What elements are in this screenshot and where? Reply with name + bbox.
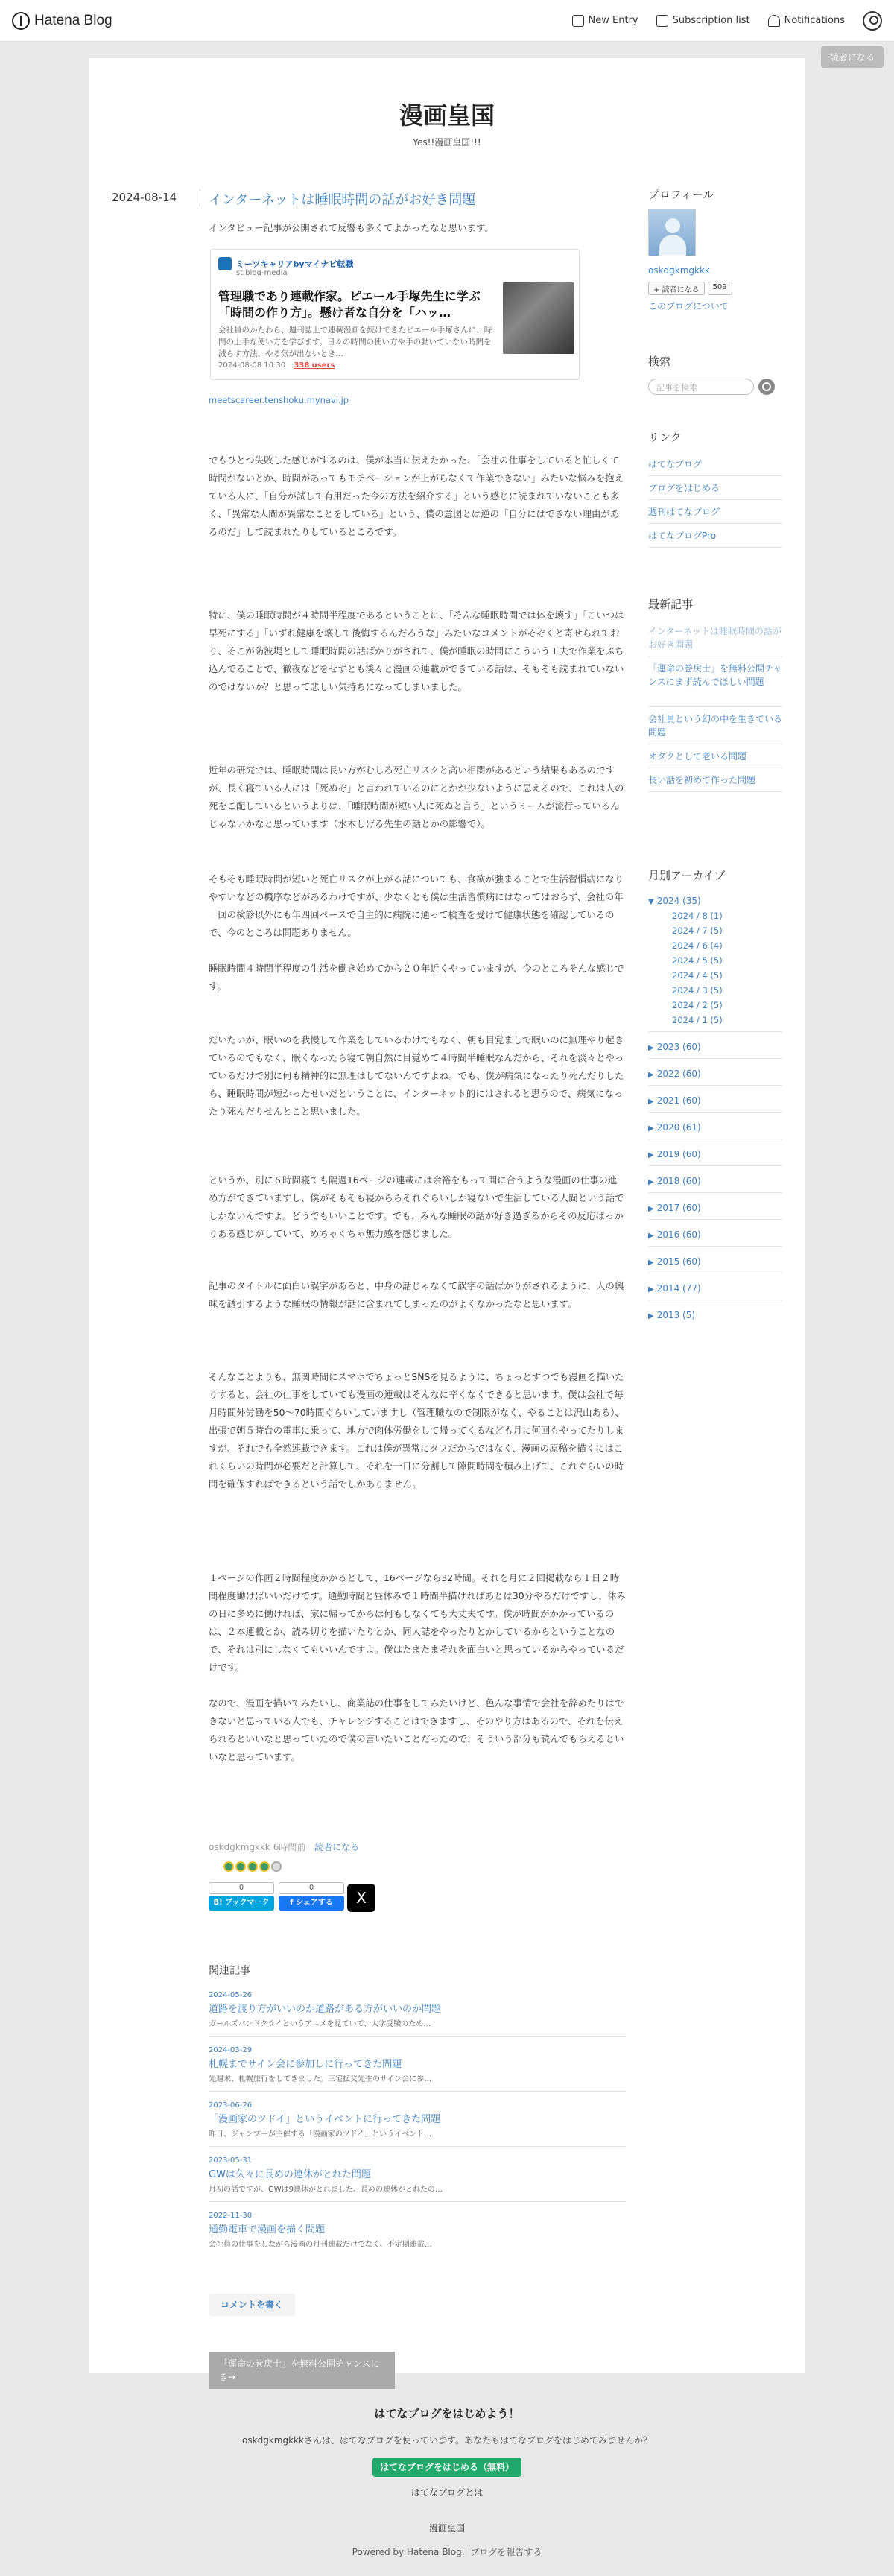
recent-heading: 最新記事 <box>648 598 694 611</box>
archive-year-label: 2020 (61) <box>656 1122 701 1133</box>
divider <box>209 2146 626 2147</box>
divider <box>648 1165 782 1166</box>
related-item[interactable] <box>209 2156 626 2194</box>
sidebar-link[interactable]: 週刊はてなブログ <box>648 507 720 517</box>
card-date: 2024-08-08 10:30 <box>218 361 286 370</box>
entry-date[interactable]: 2024-08-14 <box>112 191 177 204</box>
logo-text: Hatena Blog <box>34 12 112 28</box>
archive-year[interactable] <box>648 1203 701 1213</box>
archive-year-label: 2023 (60) <box>656 1042 701 1052</box>
sidebar-link[interactable]: はてなブログ <box>648 459 703 469</box>
related-item[interactable] <box>209 2046 626 2083</box>
facebook-share-button[interactable]: f シェアする <box>279 1896 344 1911</box>
divider <box>648 1085 782 1086</box>
related-item[interactable] <box>209 1991 626 2028</box>
subscription-label: Subscription list <box>672 15 750 26</box>
x-share-button[interactable]: X <box>347 1884 375 1912</box>
about-blog-link[interactable]: このブログについて <box>648 301 729 311</box>
entry-paragraph: なので、漫画を描いてみたいし、商業誌の仕事をしてみたいけど、色んな事情で会社を辞めたりはできないと思っている人でも、チャレンジすることはできますし、そのやり方はあるので、それを伝えられるといいなと思っていたので僕の言いたいことだったので、そういう部分も読んでもらえるといいなと思っています。 <box>209 1697 624 1762</box>
archive-year[interactable] <box>648 1283 701 1294</box>
list-icon <box>656 15 668 27</box>
blog-description: Yes!!漫画皇国!!! <box>413 137 481 148</box>
chevron-right-icon: ▶ <box>648 1044 654 1052</box>
new-entry-link[interactable] <box>572 15 638 27</box>
archive-year-label: 2021 (60) <box>656 1095 701 1106</box>
profile-user-name[interactable]: oskdgkmgkkk <box>648 265 710 276</box>
sidebar-link[interactable]: はてなブログPro <box>648 531 717 541</box>
divider <box>648 1246 782 1247</box>
entry-title[interactable]: インターネットは睡眠時間の話がお好き問題 <box>209 192 476 208</box>
related-title[interactable]: 札幌までサイン会に参加しに行ってきた問題 <box>209 2059 402 2070</box>
archive-year-open[interactable] <box>648 896 701 906</box>
archive-year-label: 2022 (60) <box>656 1069 701 1079</box>
floating-follow-button[interactable]: 読者になる <box>821 46 884 68</box>
chevron-right-icon: ▶ <box>648 1071 654 1079</box>
entry-paragraph: そもそも睡眠時間が短いと死亡リスクが上がる話についても、食欲が強まることで生活習慣病になりやすいなどの機序などがあるわけですが、少なくとも僕は生活習慣病にはなってはおらず、会社の年一回の検診以外にも年四回ペースで自主的に病院に通って検査を受けて健康状態を確認しているので、今のところは問題ありません。 <box>209 873 624 938</box>
card-title[interactable]: 管理職であり連載作家。ピエール手塚先生に学ぶ「時間の作り方」。懸け者な自分を「ハッ… <box>218 289 481 320</box>
card-domain: st.blog-media <box>236 269 288 277</box>
archive-month[interactable]: 2024 / 7 (5) <box>672 925 723 936</box>
profile-heading: プロフィール <box>648 188 714 201</box>
about-hatena-blog-link[interactable]: はてなブログとは <box>410 2487 484 2498</box>
card-source-link[interactable]: meetscareer.tenshoku.mynavi.jp <box>209 395 349 405</box>
related-title[interactable]: 「漫画家のツドイ」というイベントに行ってきた問題 <box>209 2114 441 2125</box>
archive-year-label: 2017 (60) <box>656 1203 701 1213</box>
archive-year-label: 2014 (77) <box>656 1283 701 1294</box>
chevron-right-icon: ▶ <box>648 1259 654 1267</box>
hatena-logo-icon <box>12 12 30 30</box>
search-icon[interactable] <box>758 379 775 395</box>
archive-year-label: 2018 (60) <box>656 1176 701 1186</box>
profile-follow-count: 509 <box>708 282 732 295</box>
profile-follow <box>648 282 732 295</box>
search-heading: 検索 <box>648 355 671 368</box>
archive-year-label: 2013 (5) <box>656 1310 696 1320</box>
archive-year-label: 2019 (60) <box>656 1149 701 1159</box>
entry-paragraph: というか、別に６時間寝ても隔週16ページの連載には余裕をもって間に合うような漫画の仕事の進め方ができていますし、僕がそもそも寝かららそれぐらいしか寝ないで生活している人間という話でしかないんですよ。どうでもいいことです。でも、みんな睡眠の話が好き過ぎるからその反応ばっかりある感じがしていて、めちゃくちゃ無力感を感じました。 <box>209 1174 624 1239</box>
star-icon[interactable] <box>224 1861 234 1872</box>
hatena-bookmark-share[interactable] <box>209 1882 274 1911</box>
bookmark-count: 0 <box>209 1882 274 1894</box>
chevron-right-icon: ▶ <box>648 1151 654 1159</box>
related-date: 2024-03-29 <box>209 2046 253 2054</box>
archive-month[interactable]: 2024 / 6 (4) <box>672 940 723 951</box>
related-date: 2023-05-31 <box>209 2156 253 2165</box>
card-description: 会社員のかたわら、週刊誌上で連載漫画を続けてきたピエール手塚さんに、時間の上手な使い方を学びます。日々の時間の使い方や手の動いていない時間を減らす方法、やる気が出ないとき… <box>218 326 492 358</box>
chevron-right-icon: ▶ <box>648 1205 654 1213</box>
facebook-share[interactable] <box>279 1882 344 1911</box>
related-date: 2023-06-26 <box>209 2101 253 2110</box>
chevron-right-icon: ▶ <box>648 1312 654 1320</box>
archive-year[interactable] <box>648 1256 701 1267</box>
related-date: 2024-05-26 <box>209 1991 253 1999</box>
divider <box>648 1219 782 1220</box>
entry-paragraph: 近年の研究では、睡眠時間は長い方がむしろ死亡リスクと高い相関があるという結果もあるのですが、長く寝ている人には「死ぬぞ」と言われているのにとかが少ないように思えるので、これは人の死をご配しているというよりは、「睡眠時間が短い人に死ぬと言う」というミームが流行っているんじゃないかなと思っています（水木しげる先生の話とかの影響で）。 <box>209 765 624 829</box>
chevron-right-icon: ▶ <box>648 1124 654 1133</box>
profile-follow-button[interactable]: + 読者になる <box>648 282 705 295</box>
archive-month[interactable]: 2024 / 5 (5) <box>672 955 723 966</box>
facebook-count: 0 <box>279 1882 344 1894</box>
archive-year[interactable] <box>648 1042 701 1052</box>
entry-paragraph: 特に、僕の睡眠時間が４時間半程度であるということに、「そんな睡眠時間では体を壊す」「こいつは早死にする」「いずれ健康を壊して後悔するんだろうな」みたいなコメントがそぞくと寄せられており、そこが防波堤として睡眠時間の話ばかりがされて、僕が睡眠の時間にこういう工夫で作業をぶち込んでることで、徹夜などをせずとも淡々と漫画の連載ができている話は、そもそも読まれていないのではないか？と思って悲しい気持ちになってしまいました。 <box>209 610 624 692</box>
recent-entry-link[interactable]: オタクとして老いる問題 <box>648 751 747 762</box>
card-thumbnail <box>503 282 574 354</box>
related-title[interactable]: 道路を渡り方がいいのか道路がある方がいいのか問題 <box>209 2004 442 2015</box>
entry-author-time[interactable]: oskdgkmgkkk 6時間前 <box>209 1842 306 1852</box>
related-snippet: ガールズバンドクライというアニメを見ていて、大学受験のため… <box>209 2020 431 2028</box>
powered-by[interactable]: Powered by Hatena Blog | ブログを報告する <box>352 2547 542 2557</box>
bookmark-button[interactable]: B! ブックマーク <box>209 1896 274 1911</box>
divider <box>209 2201 626 2202</box>
card-meta <box>218 361 335 370</box>
site-favicon-icon <box>218 257 232 270</box>
recent-entry-link[interactable]: インターネットは睡眠時間の話がお好き問題 <box>648 626 782 650</box>
links-heading: リンク <box>648 431 682 444</box>
related-item[interactable] <box>209 2212 626 2249</box>
divider <box>648 523 782 524</box>
star-icon[interactable] <box>235 1861 246 1872</box>
chevron-right-icon: ▶ <box>648 1232 654 1240</box>
divider <box>648 1192 782 1193</box>
entry-paragraph: でもひとつ失敗した感じがするのは、僕が本当に伝えたかった、「会社の仕事をしていると忙しくて時間がないとか、時間があってもモチベーションが上がらなくて作業できない」みたいな悩みを抱えている人に、「自分が試して有用だった今の方法を紹介する」という感じに読まれていないことも多く、「異常な人間が異常なことをしている」という、僕の意図とは逆の「自分にはできない理由があるのだ」して読まれたりしているところです。 <box>209 455 624 537</box>
archive-month[interactable]: 2024 / 8 (1) <box>672 911 723 921</box>
archive-year-label: 2024 (35) <box>656 896 701 906</box>
divider <box>648 1031 782 1032</box>
entry-paragraph: 睡眠時間４時間半程度の生活を働き始めてから２０年近くやっていますが、今のところそんな感じです。 <box>209 963 624 992</box>
embed-card[interactable] <box>210 249 580 380</box>
entry-paragraph: １ページの作画２時間程度かかるとして、16ページなら32時間。それを月に２回掲載なら１日２時間程度働けばいいだけです。通勤時間と昼休みで１時間半描ければあとは30分やるだけですし、休みの日に多めに働ければ、家に帰ってからは何もしなくても大丈夫です。僕が時間がかかっているのは、２本連載とか、読み切りを描いたりとか、同人誌をやったりとかしているからということなので、それは別にしなくてもいいんですよ。僕はたまたまそれを面白いと思っているからやっているだけです。 <box>209 1572 626 1673</box>
related-item[interactable] <box>209 2101 626 2139</box>
footer-title: はてなブログをはじめよう！ <box>374 2407 520 2420</box>
add-star-icon[interactable] <box>271 1861 282 1872</box>
subscription-list-link[interactable] <box>656 15 750 27</box>
divider <box>648 547 782 548</box>
related-date: 2022-11-30 <box>209 2212 253 2220</box>
profile-avatar[interactable] <box>648 209 696 256</box>
divider <box>648 499 782 500</box>
star-list <box>224 1861 282 1872</box>
divider <box>648 1112 782 1113</box>
entry-footer <box>209 1841 359 1853</box>
pager-prev-link[interactable]: 「運命の巻戻士」を無料公開チャンスにき→ <box>209 2352 395 2389</box>
related-title[interactable]: 通勤電車で漫画を描く問題 <box>209 2224 326 2235</box>
card-site-name: ミーツキャリアbyマイナビ転職 <box>236 259 354 269</box>
related-snippet: 先週末、札幌旅行をしてきました。三宅拡文先生のサイン会に参… <box>209 2075 432 2083</box>
archive-year-label: 2015 (60) <box>656 1256 701 1267</box>
archive-year[interactable] <box>648 1122 701 1133</box>
global-header <box>0 0 894 42</box>
archive-year[interactable] <box>648 1149 701 1159</box>
related-title[interactable]: GWは久々に長めの連休がとれた問題 <box>209 2169 371 2180</box>
recent-entry-link[interactable]: 長い話を初めて作った問題 <box>648 775 756 785</box>
entry-intro: インタビュー記事が公開されて反響も多くてよかったなと思います。 <box>209 222 494 233</box>
related-snippet: 昨日、ジャンプ＋が主催する「漫画家のツドイ」というイベント… <box>209 2130 432 2139</box>
archive-year[interactable] <box>648 1069 701 1079</box>
recent-entry-link[interactable]: 「運命の巻戻士」を無料公開チャンスにまず読んでほしい問題 <box>648 663 782 687</box>
start-blog-button[interactable]: はてなブログをはじめる（無料） <box>372 2458 522 2477</box>
hatena-blog-logo[interactable] <box>12 12 112 30</box>
archive-heading: 月別アーカイブ <box>648 869 726 882</box>
divider <box>209 2036 626 2037</box>
entry-follow-link[interactable]: 読者になる <box>314 1842 360 1852</box>
chevron-right-icon: ▶ <box>648 1178 654 1186</box>
archive-month[interactable]: 2024 / 2 (5) <box>672 1000 723 1010</box>
archive-year[interactable] <box>648 1230 701 1240</box>
divider <box>648 706 782 707</box>
footer-blog-name[interactable]: 漫画皇国 <box>428 2523 465 2534</box>
related-heading: 関連記事 <box>209 1965 250 1977</box>
chevron-down-icon: ▼ <box>648 898 654 906</box>
archive-year[interactable] <box>648 1176 701 1186</box>
bell-icon <box>768 15 780 27</box>
entry-paragraph: そんなことよりも、無関時間にスマホでちょっとSNSを見るように、ちょっとずつでも漫画を描いたりすると、会社の仕事をしていても漫画の連載はそんなに辛くなくできると思います。僕は会社で毎月時間外労働を50〜70時間ぐらいしていますし（管理職なので制限がなく、やることは沢山ある）、出張で朝５時台の電車に乗って、地方で肉体労働をして帰ってくるなども月に何回もやってたりしますが、それでも全然連載できます。これは僕が異常にタフだからではなく、漫画の原稿を描くにはこれくらいの時間が必要だと計算して、それを一日に分割して隙間時間を積み上げて、これぐらいの時間を確保すればできるという話でしかありません。 <box>209 1371 624 1490</box>
archive-month[interactable]: 2024 / 4 (5) <box>672 970 723 981</box>
blog-title[interactable]: 漫画皇国 <box>399 101 495 130</box>
card-bookmark-users[interactable]: 338 users <box>294 361 335 370</box>
star-icon[interactable] <box>247 1861 258 1872</box>
pencil-icon <box>572 15 584 27</box>
chevron-right-icon: ▶ <box>648 1285 654 1294</box>
chevron-right-icon: ▶ <box>648 1098 654 1106</box>
user-menu-icon[interactable] <box>863 11 882 31</box>
divider <box>648 1058 782 1059</box>
archive-year[interactable] <box>648 1310 695 1320</box>
entry-paragraph: だいたいが、眠いのを我慢して作業をしているわけでもなく、朝も目覚ましで眠いのに無理やり起きているのでもなく、眠くなったら寝て朝自然に目覚めて４時間半睡眠なんだから、それを淡々とやっているだけで別に何も精神的に無理はしてないんですよね。でも、僕が病気になったり死んだりしたら、睡眠時間が短かったせいだということに、インターネット的にはされると思うので、病気になったり死んだりせんとこと思いました。 <box>209 1034 624 1117</box>
entry-paragraph: 記事のタイトルに面白い誤字があると、中身の話じゃなくて誤字の話ばかりがされるように、人の興味を誘引するような睡眠の情報が話に含まれてしまったのがよくなかったなと思います。 <box>209 1280 624 1309</box>
divider <box>648 791 782 792</box>
notifications-link[interactable] <box>768 15 845 27</box>
star-icon[interactable] <box>259 1861 270 1872</box>
archive-year-label: 2016 (60) <box>656 1230 701 1240</box>
blog-container <box>89 58 805 2382</box>
divider <box>209 2091 626 2092</box>
search-input[interactable]: 記事を検索 <box>648 379 754 395</box>
sidebar-link[interactable]: ブログをはじめる <box>648 483 720 493</box>
related-snippet: 月初の話ですが、GWは9連休がとれました。長めの連休がとれたの… <box>209 2186 443 2194</box>
new-entry-label: New Entry <box>588 15 638 26</box>
archive-month[interactable]: 2024 / 1 (5) <box>672 1015 723 1025</box>
write-comment-button[interactable]: コメントを書く <box>209 2294 295 2316</box>
divider <box>648 475 782 476</box>
top-nav <box>572 11 882 31</box>
recent-entry-link[interactable]: 会社員という幻の中を生きている問題 <box>648 714 783 738</box>
footer-subtitle: oskdgkmgkkkさんは、はてなブログを使っています。あなたもはてなブログをはじめてみませんか？ <box>242 2435 652 2446</box>
related-snippet: 会社員の仕事をしながら漫画の月刊連載だけでなく、不定期連載… <box>209 2241 432 2249</box>
notifications-label: Notifications <box>784 15 845 26</box>
archive-year[interactable] <box>648 1095 701 1106</box>
archive-month[interactable]: 2024 / 3 (5) <box>672 985 723 996</box>
